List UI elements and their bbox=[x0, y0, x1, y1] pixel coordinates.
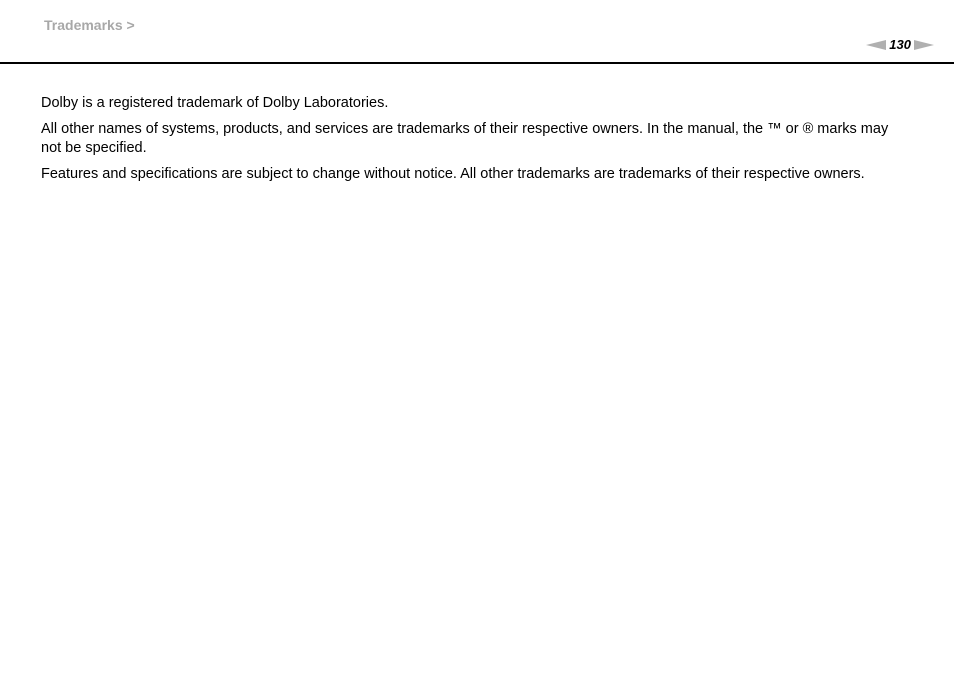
page-content bbox=[41, 94, 911, 191]
page-navigator bbox=[866, 38, 934, 52]
page-number: 130 bbox=[889, 37, 911, 52]
previous-page-arrow-icon[interactable] bbox=[866, 40, 886, 50]
paragraph-dolby: Dolby is a registered trademark of Dolby Laboratories. bbox=[41, 95, 389, 111]
paragraph-other-names: All other names of systems, products, and services are trademarks of their respective owners. In the manual, the ™ or ® marks may not be specified. bbox=[41, 121, 889, 156]
breadcrumb[interactable]: Trademarks > bbox=[44, 17, 135, 33]
paragraph-specifications: Features and specifications are subject to change without notice. All other trademarks are trademarks of their respective owners. bbox=[41, 166, 865, 182]
header-divider bbox=[0, 62, 954, 64]
next-page-arrow-icon[interactable] bbox=[914, 40, 934, 50]
